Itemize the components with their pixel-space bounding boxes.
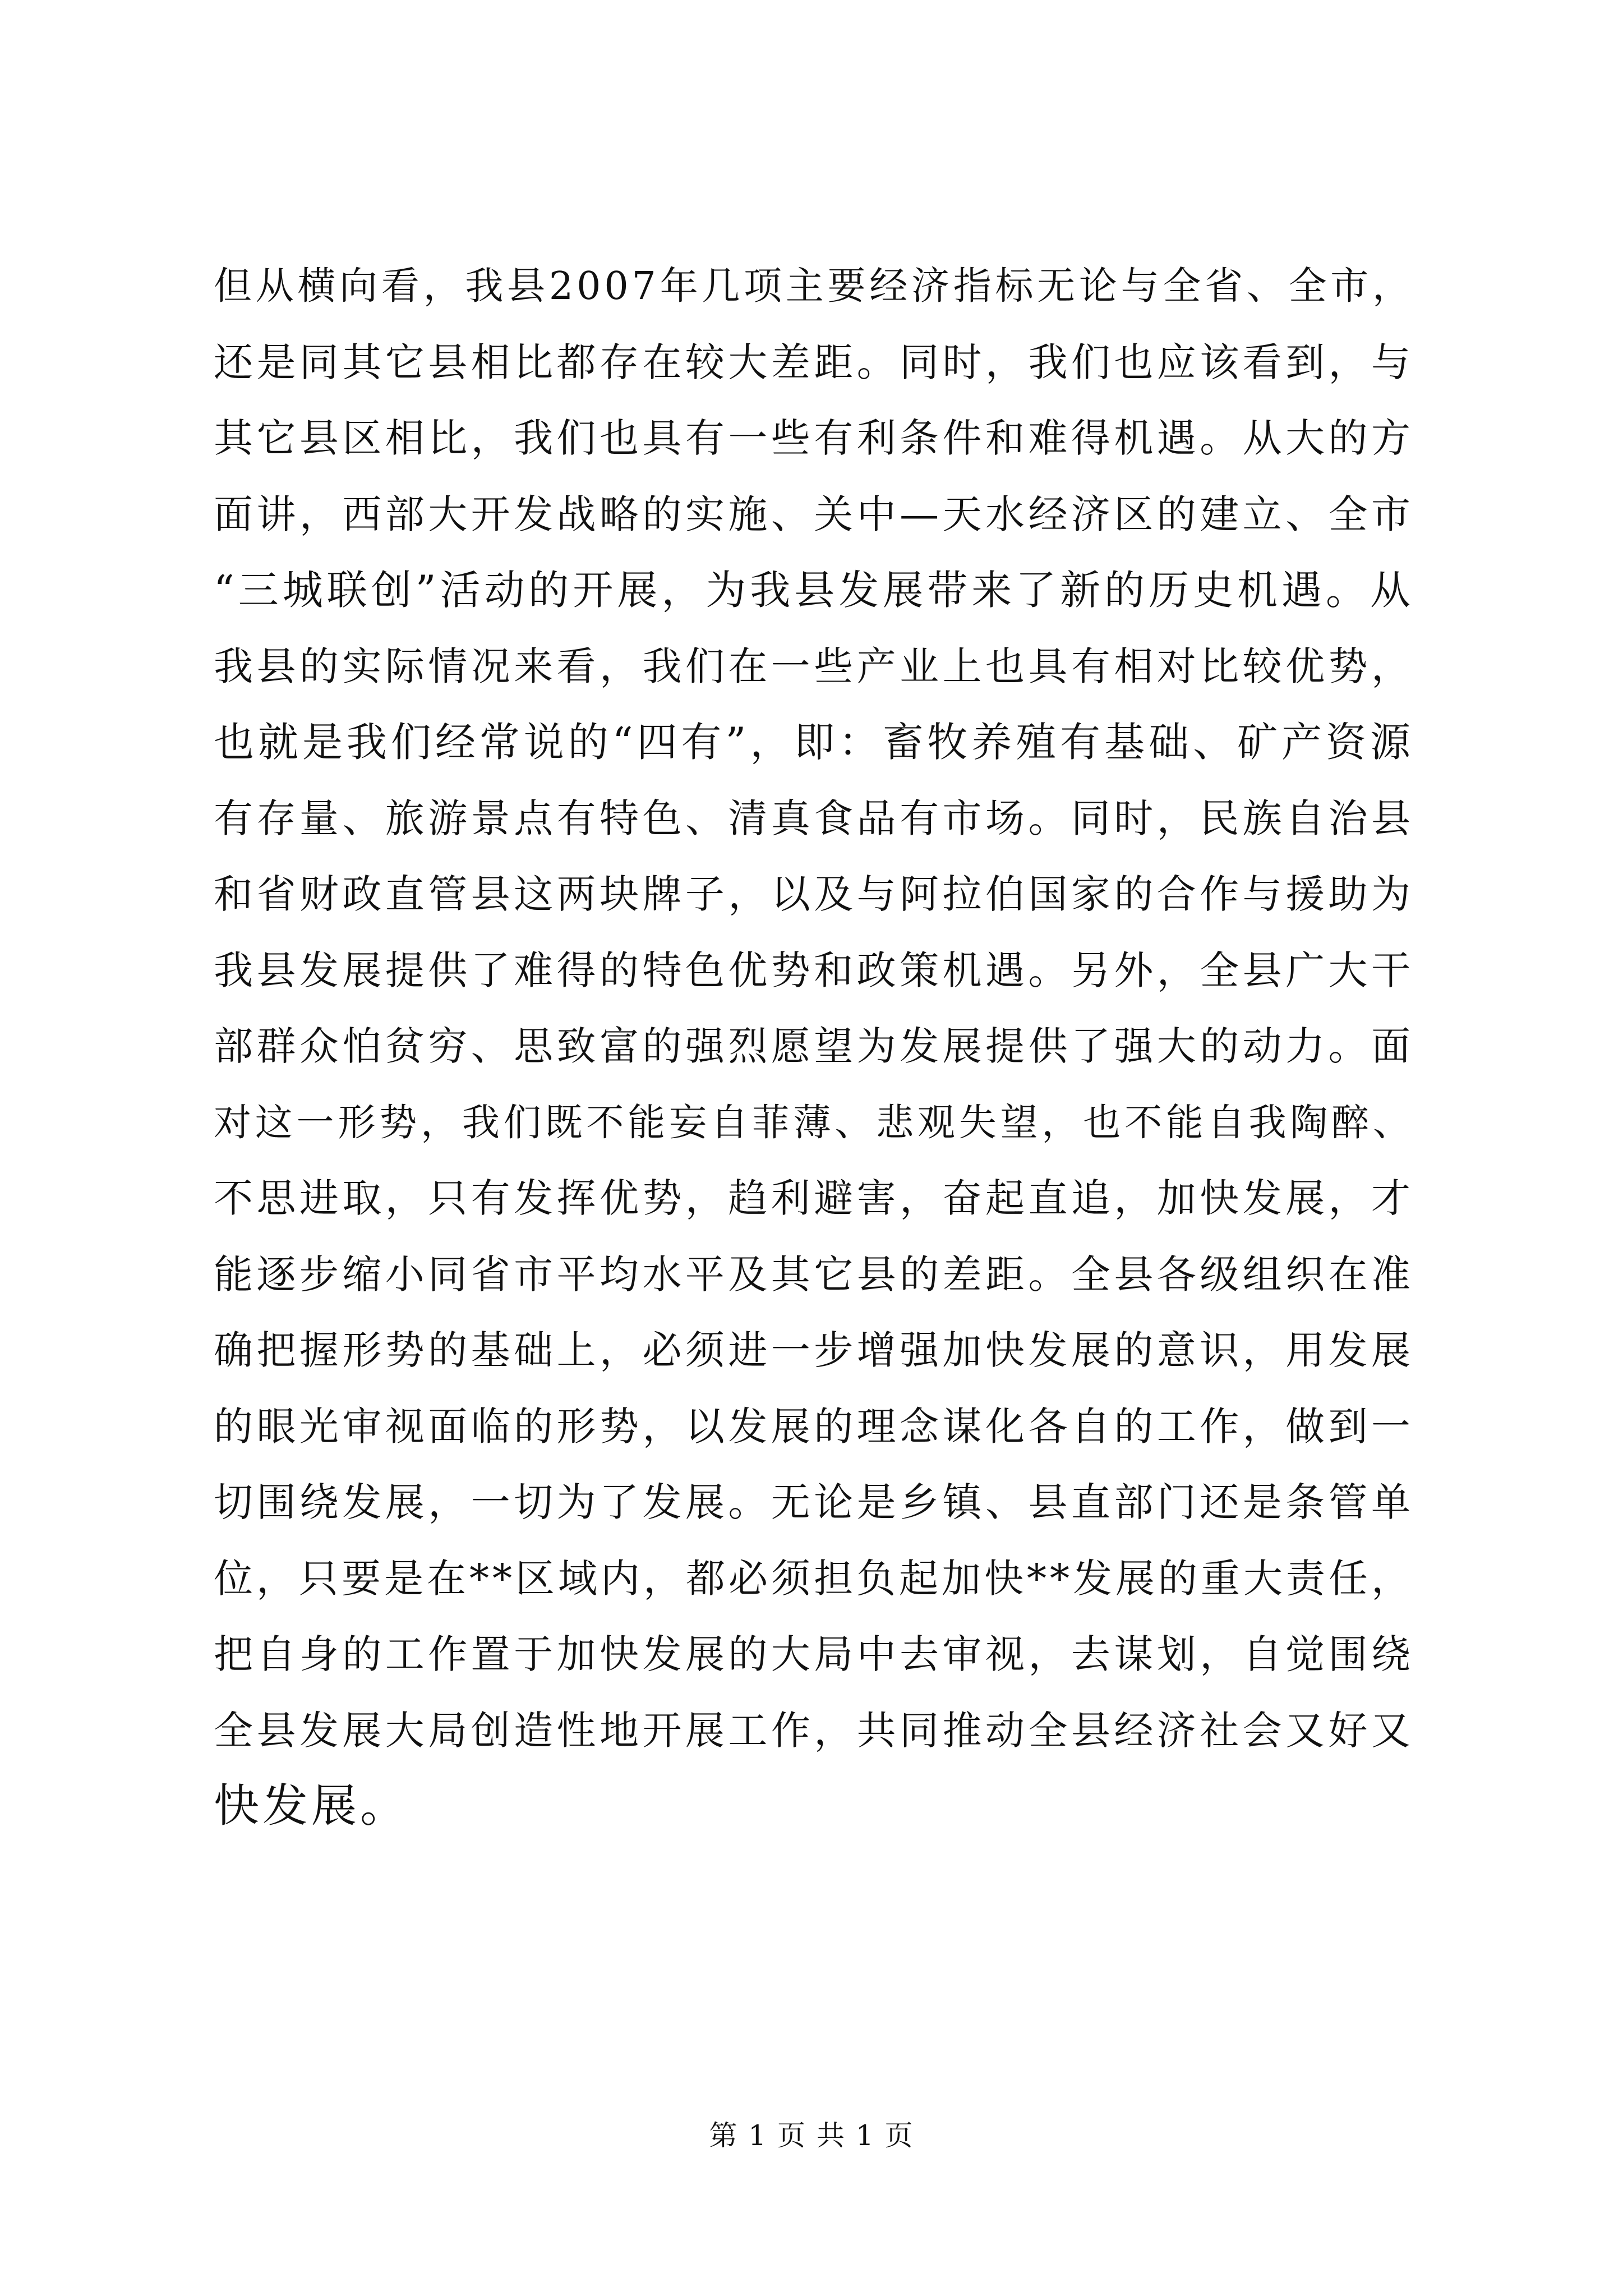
page-number-footer: 第 1 页 共 1 页	[709, 2119, 914, 2152]
text-line: “三城联创”活动的开展，为我县发展带来了新的历史机遇。从	[214, 567, 1414, 614]
text-line: 把自身的工作置于加快发展的大局中去审视，去谋划，自觉围绕	[214, 1631, 1414, 1677]
text-line: 面讲，西部大开发战略的实施、关中—天水经济区的建立、全市	[214, 491, 1414, 537]
text-line-last: 快发展。	[214, 1780, 409, 1833]
text-line: 也就是我们经常说的“四有”，即：畜牧养殖有基础、矿产资源	[214, 719, 1414, 766]
text-line: 能逐步缩小同省市平均水平及其它县的差距。全县各级组织在准	[214, 1251, 1414, 1297]
text-line: 和省财政直管县这两块牌子，以及与阿拉伯国家的合作与援助为	[214, 871, 1414, 917]
text-line: 对这一形势，我们既不能妄自菲薄、悲观失望，也不能自我陶醉、	[214, 1100, 1414, 1144]
text-line: 不思进取，只有发挥优势，趋利避害，奋起直追，加快发展，才	[214, 1175, 1414, 1221]
text-line: 切围绕发展，一切为了发展。无论是乡镇、县直部门还是条管单	[214, 1479, 1414, 1525]
text-line: 位，只要是在**区域内，都必须担负起加快**发展的重大责任，	[214, 1555, 1414, 1602]
text-line: 我县的实际情况来看，我们在一些产业上也具有相对比较优势，	[214, 643, 1414, 689]
text-line: 有存量、旅游景点有特色、清真食品有市场。同时，民族自治县	[214, 795, 1414, 841]
text-line: 全县发展大局创造性地开展工作，共同推动全县经济社会又好又	[214, 1707, 1414, 1754]
text-line: 确把握形势的基础上，必须进一步增强加快发展的意识，用发展	[214, 1327, 1414, 1373]
body-paragraph	[214, 249, 1414, 1845]
text-line: 其它县区相比，我们也具有一些有利条件和难得机遇。从大的方	[214, 415, 1414, 461]
text-line: 还是同其它县相比都存在较大差距。同时，我们也应该看到，与	[214, 339, 1414, 385]
text-line: 的眼光审视面临的形势，以发展的理念谋化各自的工作，做到一	[214, 1403, 1414, 1450]
text-line: 但从横向看，我县2007年几项主要经济指标无论与全省、全市，	[214, 264, 1414, 309]
text-line: 我县发展提供了难得的特色优势和政策机遇。另外，全县广大干	[214, 947, 1414, 993]
text-line: 部群众怕贫穷、思致富的强烈愿望为发展提供了强大的动力。面	[214, 1023, 1414, 1069]
